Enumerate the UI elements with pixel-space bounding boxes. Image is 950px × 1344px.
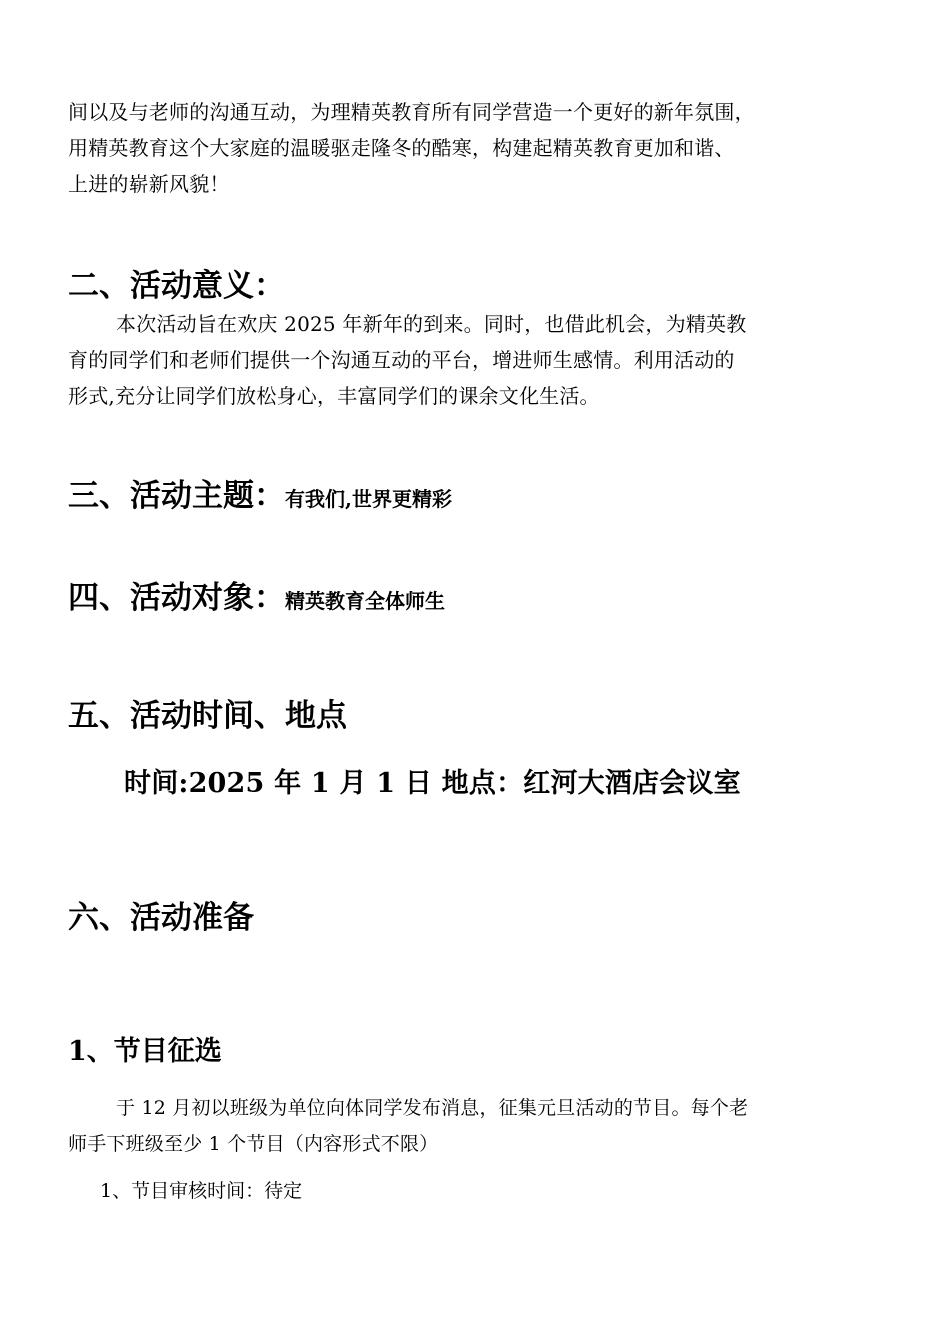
- program-selection-heading: 1、节目征选: [68, 1036, 222, 1067]
- time-place-heading: 五、活动时间、地点: [68, 698, 347, 734]
- section-preparation: [68, 898, 868, 938]
- program-selection-paragraph: [68, 1090, 868, 1162]
- subsection-program-selection: [68, 1034, 868, 1070]
- section-theme: [68, 476, 868, 519]
- intro-paragraph: [68, 94, 868, 202]
- intro-line-2: 用精英教育这个大家庭的温暖驱走隆冬的酷寒，构建起精英教育更加和谐、: [68, 136, 735, 160]
- review-time-item-block: [100, 1176, 900, 1206]
- section-heading-theme: [68, 476, 868, 519]
- intro-line-3: 上进的崭新风貌！: [68, 172, 230, 196]
- section-significance: [68, 266, 868, 306]
- time-place-detail-block: [124, 764, 924, 804]
- section-heading-audience: [68, 578, 868, 621]
- significance-line-3: 形式,充分让同学们放松身心，丰富同学们的课余文化生活。: [68, 384, 600, 408]
- section-heading: 二、活动意义：: [68, 268, 285, 304]
- program-line-1: 于 12 月初以班级为单位向体同学发布消息，征集元旦活动的节目。每个老: [116, 1097, 749, 1119]
- intro-line-1: 间以及与老师的沟通互动，为理精英教育所有同学营造一个更好的新年氛围，: [68, 100, 755, 124]
- review-time-item: 1、节目审核时间：待定: [100, 1180, 303, 1202]
- significance-paragraph: [68, 306, 868, 414]
- significance-line-1: 本次活动旨在欢庆 2025 年新年的到来。同时，也借此机会，为精英教: [116, 312, 747, 336]
- preparation-heading: 六、活动准备: [68, 900, 254, 936]
- audience-text: 精英教育全体师生: [285, 589, 445, 613]
- theme-text: 有我们,世界更精彩: [285, 487, 452, 511]
- significance-line-2: 育的同学们和老师们提供一个沟通互动的平台，增进师生感情。利用活动的: [68, 348, 735, 372]
- program-line-2: 师手下班级至少 1 个节目（内容形式不限）: [68, 1133, 439, 1155]
- audience-heading-label: 四、活动对象：: [68, 580, 285, 616]
- section-audience: [68, 578, 868, 621]
- theme-heading-label: 三、活动主题：: [68, 478, 285, 514]
- time-place-detail: 时间:2025 年 1 月 1 日 地点：红河大酒店会议室: [124, 768, 741, 799]
- section-time-place: [68, 696, 868, 736]
